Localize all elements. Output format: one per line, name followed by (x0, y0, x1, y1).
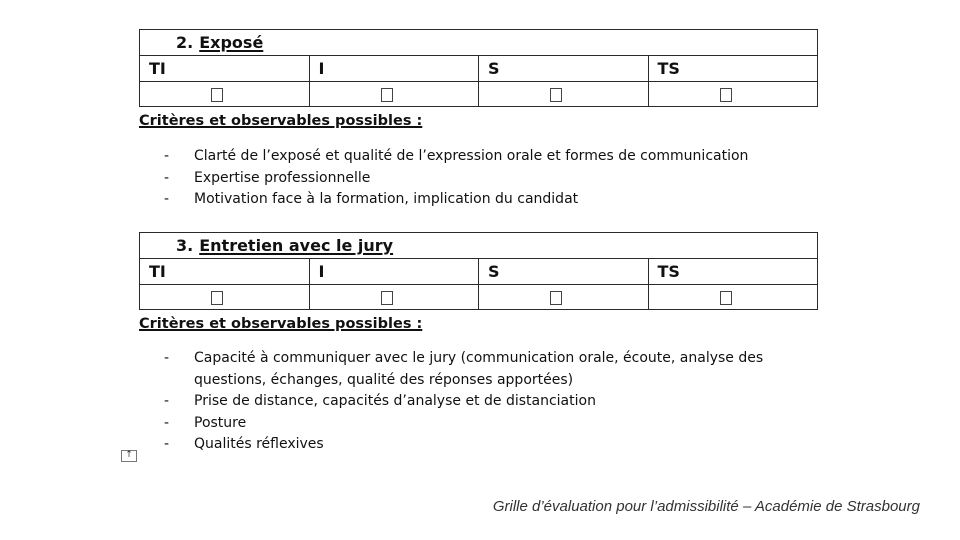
expose-checkbox-cell-s (479, 82, 649, 107)
expose-criteria-heading: Critères et observables possibles : (139, 113, 423, 129)
bullet-dash: - (164, 191, 170, 208)
bullet-dash: - (164, 148, 170, 164)
list-item (164, 146, 748, 168)
expose-grid (139, 29, 818, 107)
entretien-level-ti: TI (140, 259, 310, 285)
entretien-level-i: I (309, 259, 479, 285)
expose-level-i: I (309, 56, 479, 82)
criterion-text: Expertise professionnelle (194, 169, 371, 186)
criterion-text: Motivation face à la formation, implication du candidat (194, 191, 579, 208)
entretien-grid (139, 232, 818, 310)
list-item (164, 434, 814, 456)
expose-checkbox-cell-ts (648, 82, 818, 107)
bullet-dash: - (164, 169, 170, 186)
criterion-text: Qualités réflexives (194, 436, 324, 453)
entretien-title-cell (140, 233, 818, 259)
list-item (164, 168, 748, 190)
expose-checkbox-i[interactable] (381, 88, 393, 102)
entretien-title: Entretien avec le jury (199, 236, 394, 255)
entretien-checkbox-cell-ts (648, 285, 818, 310)
expose-checkbox-cell-i (309, 82, 479, 107)
list-item (164, 348, 814, 391)
expose-checkbox-cell-ti (140, 82, 310, 107)
entretien-checkbox-ti[interactable] (211, 291, 223, 305)
expose-checkbox-s[interactable] (550, 88, 562, 102)
bullet-dash: - (164, 393, 170, 410)
entretien-number: 3. (176, 236, 194, 255)
expose-criteria-list (164, 146, 748, 211)
list-item (164, 391, 814, 413)
anchor-icon[interactable]: ↑ (121, 450, 137, 462)
entretien-checkbox-ts[interactable] (720, 291, 732, 305)
list-item (164, 413, 814, 435)
entretien-checkbox-cell-s (479, 285, 649, 310)
entretien-level-s: S (479, 259, 649, 285)
entretien-level-ts: TS (648, 259, 818, 285)
criterion-text: Prise de distance, capacités d’analyse et de distanciation (194, 393, 596, 410)
criterion-text: Clarté de l’exposé et qualité de l’expression orale et formes de communication (194, 148, 749, 164)
entretien-checkbox-s[interactable] (550, 291, 562, 305)
list-item (164, 189, 748, 211)
entretien-checkbox-cell-ti (140, 285, 310, 310)
entretien-checkbox-cell-i (309, 285, 479, 310)
expose-level-ti: TI (140, 56, 310, 82)
expose-checkbox-ts[interactable] (720, 88, 732, 102)
expose-title-cell (140, 30, 818, 56)
footer-caption: Grille d’évaluation pour l’admissibilité – Académie de Strasbourg (492, 498, 920, 515)
bullet-dash: - (164, 350, 170, 366)
criterion-text: Capacité à communiquer avec le jury (communication orale, écoute, analyse des questions, échanges, qualité des réponses apportées) (194, 350, 764, 388)
entretien-checkbox-i[interactable] (381, 291, 393, 305)
expose-checkbox-ti[interactable] (211, 88, 223, 102)
criterion-text: Posture (194, 414, 247, 431)
expose-number: 2. (176, 33, 194, 52)
entretien-criteria-list (164, 348, 814, 456)
expose-title: Exposé (199, 33, 264, 52)
expose-level-s: S (479, 56, 649, 82)
bullet-dash: - (164, 414, 170, 431)
bullet-dash: - (164, 436, 170, 453)
expose-level-ts: TS (648, 56, 818, 82)
entretien-criteria-heading: Critères et observables possibles : (139, 316, 423, 332)
